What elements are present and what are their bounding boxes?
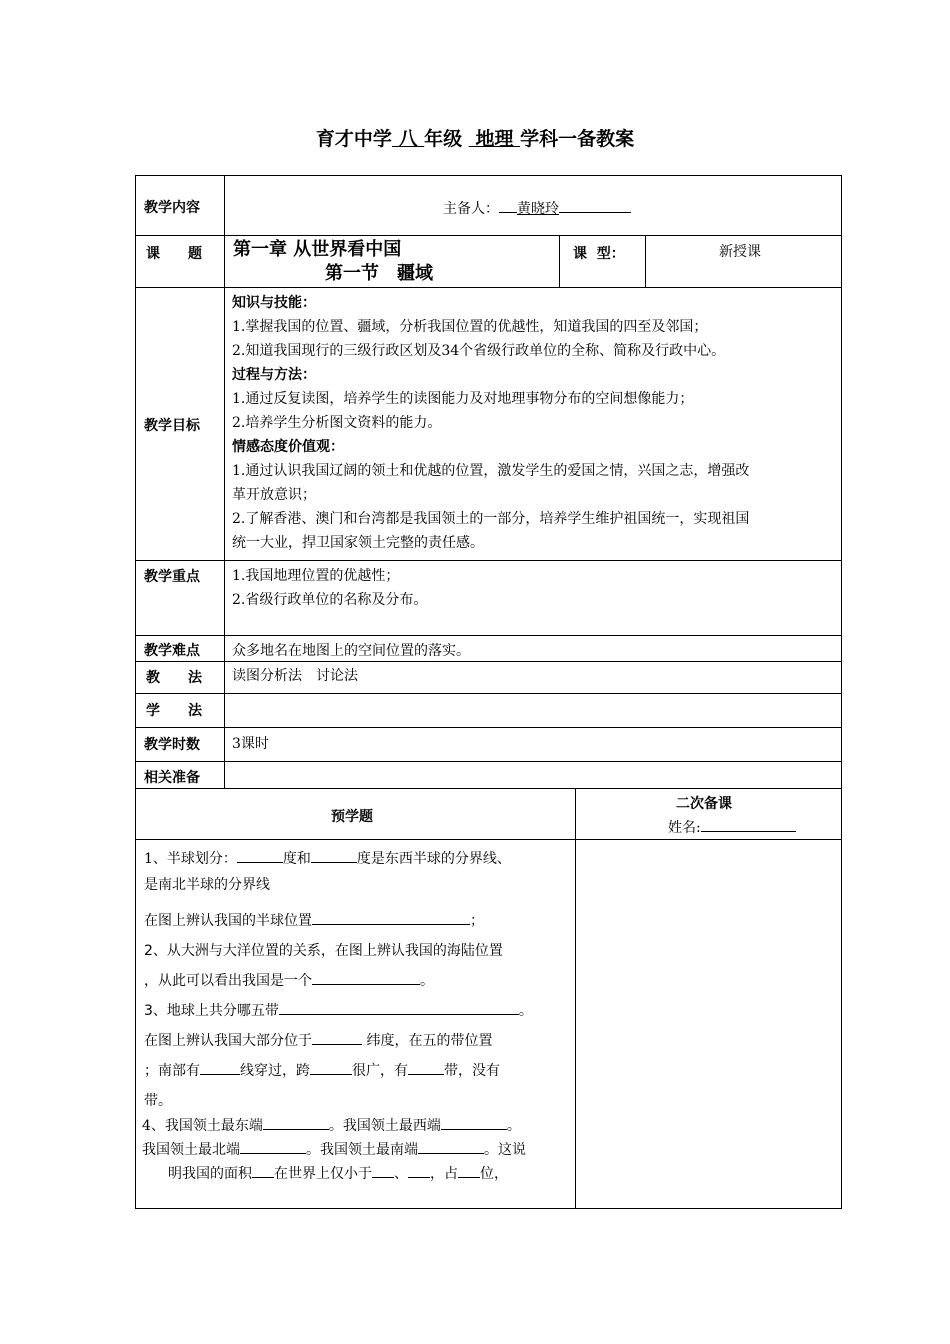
goal-item: 1.掌握我国的位置、疆域，分析我国位置的优越性，知道我国的四至及邻国； [232, 319, 708, 335]
label-study: 学 法 [146, 703, 202, 719]
goal-item: 1.通过认识我国辽阔的领土和优越的位置，激发学生的爱国之情，兴国之志，增强改 [232, 463, 750, 479]
difficulty-value: 众多地名在地图上的空间位置的落实。 [232, 643, 470, 659]
goal-item: 2.了解香港、澳门和台湾都是我国领土的一部分，培养学生维护祖国统一，实现祖国 [232, 511, 750, 527]
topic-chapter: 第一章 从世界看中国 [233, 239, 402, 260]
goal-item: 2.培养学生分析图文资料的能力。 [232, 415, 442, 431]
label-lesson-type: 课 型： [573, 246, 625, 262]
key-point-item: 1.我国地理位置的优越性； [232, 568, 400, 584]
label-hours: 教学时数 [144, 737, 200, 753]
key-points [232, 564, 427, 612]
label-difficulty: 教学难点 [144, 643, 200, 659]
goals-heading-process: 过程与方法： [232, 367, 316, 383]
preview-q1-map: 在图上辨认我国的半球位置 ； [144, 913, 484, 929]
title-grade-label: 年级 [424, 128, 463, 150]
row-divider [135, 693, 842, 694]
goal-item: 1.通过反复读图，培养学生的读图能力及对地理事物分布的空间想像能力； [232, 391, 694, 407]
method-value: 读图分析法 讨论法 [232, 668, 358, 684]
preview-q2: 2、从大洲与大洋位置的关系，在图上辨认我国的海陆位置 ，从此可以看出我国是一个 。 [144, 943, 503, 989]
preview-q1: 1、半球划分： 度和 度是东西半球的分界线、 是南北半球的分界线 [144, 851, 511, 893]
label-key-points: 教学重点 [144, 569, 200, 585]
column-divider [645, 235, 646, 287]
label-goals: 教学目标 [144, 418, 200, 434]
key-point-item: 2.省级行政单位的名称及分布。 [232, 592, 428, 608]
preparer-label: 主备人： [443, 201, 499, 217]
column-divider [224, 175, 225, 788]
row-divider [135, 560, 842, 561]
page-title [0, 124, 950, 151]
title-grade: 八 [398, 128, 418, 150]
preparer-name: 黄晓玲 [517, 201, 559, 217]
goal-item: 统一大业，捍卫国家领土完整的责任感。 [232, 535, 484, 551]
preview-q4: 4、我国领土最东端 。我国领土最西端 。 我国领土最北端 。我国领土最南端 。这说 明我国的面积 在世界上仅小于 、 ，占 位， [142, 1118, 526, 1182]
row-divider [135, 727, 842, 728]
preview-q3: 3、地球上共分哪五带 。 [144, 1003, 533, 1019]
label-second-prep: 二次备课 [676, 796, 732, 812]
label-topic: 课 题 [146, 246, 202, 262]
title-suffix: 学科一备教案 [520, 128, 635, 150]
preparer [443, 197, 631, 221]
label-method: 教 法 [146, 670, 202, 686]
label-preview: 预学题 [331, 809, 373, 825]
topic-section: 第一节 疆域 [325, 263, 433, 284]
row-divider [135, 761, 842, 762]
row-divider [135, 635, 842, 636]
row-divider [135, 235, 842, 236]
goals-heading-knowledge: 知识与技能： [232, 295, 316, 311]
title-school: 育才中学 [315, 128, 392, 150]
hours-value: 3课时 [232, 736, 269, 752]
title-subject: 地理 [475, 128, 514, 150]
name-label: 姓名: [668, 820, 701, 836]
lesson-type-value: 新授课 [719, 244, 761, 260]
label-content: 教学内容 [144, 200, 200, 216]
label-prep: 相关准备 [144, 770, 200, 786]
row-divider [135, 788, 842, 789]
column-divider [575, 788, 576, 1209]
goals-text [232, 291, 749, 555]
goal-item: 革开放意识； [232, 487, 316, 503]
column-divider [559, 235, 560, 287]
row-divider [135, 287, 842, 288]
goals-heading-attitude: 情感态度价值观： [232, 439, 344, 455]
preview-q3-zones: 在图上辨认我国大部分位于 纬度，在五的带位置 ；南部有 线穿过，跨 很广，有 带，没有 带。 [144, 1033, 500, 1109]
name-field [668, 816, 796, 840]
goal-item: 2.知道我国现行的三级行政区划及34个省级行政单位的全称、简称及行政中心。 [232, 343, 726, 359]
